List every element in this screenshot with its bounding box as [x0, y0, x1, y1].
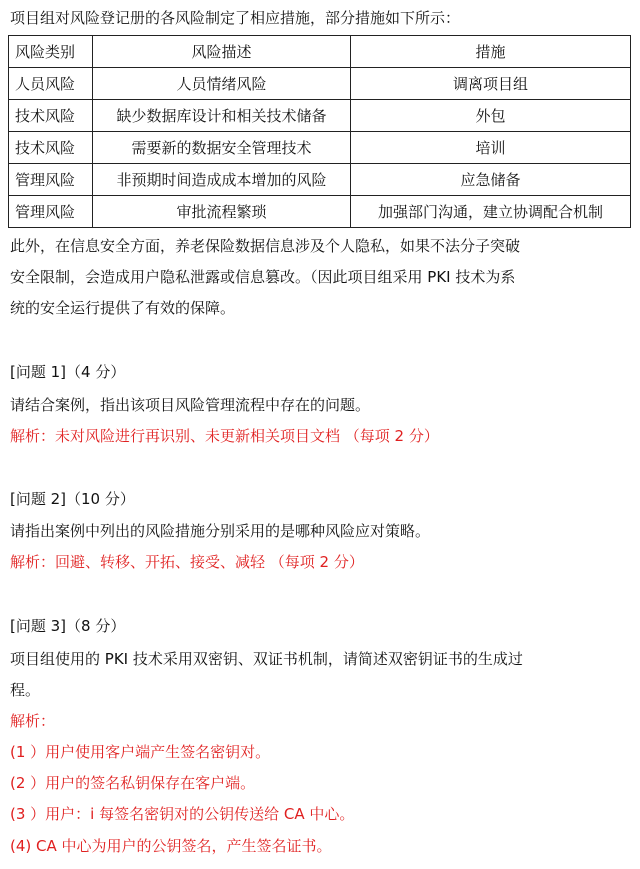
table-row — [9, 164, 631, 196]
question-3-answer-item: (4) CA 中心为用户的公钥签名，产生签名证书。 — [10, 837, 332, 855]
table-cell: 技术风险 — [9, 132, 93, 164]
table-header-cell: 风险描述 — [93, 36, 351, 68]
table-cell: 需要新的数据安全管理技术 — [93, 132, 351, 164]
question-3-answer-label: 解析： — [10, 712, 56, 730]
question-3-answer-item: (1 ）用户使用客户端产生签名密钥对。 — [10, 743, 271, 761]
intro-text: 项目组对风险登记册的各风险制定了相应措施，部分措施如下所示： — [10, 9, 461, 27]
question-3-text: 程。 — [10, 681, 41, 699]
table-row — [9, 100, 631, 132]
paragraph-line: 此外，在信息安全方面，养老保险数据信息涉及个人隐私，如果不法分子突破 — [10, 237, 521, 255]
question-2-answer: 解析：回避、转移、开拓、接受、减轻 （每项 2 分） — [10, 553, 364, 571]
table-cell: 培训 — [351, 132, 631, 164]
table-header-cell: 措施 — [351, 36, 631, 68]
paragraph-line: 统的安全运行提供了有效的保障。 — [10, 299, 236, 317]
question-1-text: 请结合案例，指出该项目风险管理流程中存在的问题。 — [10, 396, 371, 414]
table-header-row — [9, 36, 631, 68]
question-3-answer-item: (2 ）用户的签名私钥保存在客户端。 — [10, 774, 256, 792]
table-row — [9, 68, 631, 100]
table-cell: 外包 — [351, 100, 631, 132]
paragraph-line: 安全限制，会造成用户隐私泄露或信息篡改。（因此项目组采用 PKI 技术为系 — [10, 268, 516, 286]
table-cell: 管理风险 — [9, 164, 93, 196]
table-cell: 加强部门沟通，建立协调配合机制 — [351, 196, 631, 228]
question-2-text: 请指出案例中列出的风险措施分别采用的是哪种风险应对策略。 — [10, 522, 431, 540]
risk-table — [8, 35, 631, 228]
table-cell: 缺少数据库设计和相关技术储备 — [93, 100, 351, 132]
question-1-title: [问题 1]（4 分） — [10, 363, 126, 381]
table-cell: 审批流程繁琐 — [93, 196, 351, 228]
question-3-title: [问题 3]（8 分） — [10, 617, 126, 635]
table-row — [9, 196, 631, 228]
table-cell: 管理风险 — [9, 196, 93, 228]
table-header-cell: 风险类别 — [9, 36, 93, 68]
question-3-answer-item: (3 ）用户：i 每签名密钥对的公钥传送给 CA 中心。 — [10, 805, 355, 823]
question-3-text: 项目组使用的 PKI 技术采用双密钥、双证书机制，请简述双密钥证书的生成过 — [10, 650, 523, 668]
table-cell: 人员情绪风险 — [93, 68, 351, 100]
table-cell: 技术风险 — [9, 100, 93, 132]
question-1-answer: 解析：未对风险进行再识别、未更新相关项目文档 （每项 2 分） — [10, 427, 439, 445]
table-cell: 调离项目组 — [351, 68, 631, 100]
table-cell: 人员风险 — [9, 68, 93, 100]
question-2-title: [问题 2]（10 分） — [10, 490, 135, 508]
table-cell: 应急储备 — [351, 164, 631, 196]
table-cell: 非预期时间造成成本增加的风险 — [93, 164, 351, 196]
table-row — [9, 132, 631, 164]
